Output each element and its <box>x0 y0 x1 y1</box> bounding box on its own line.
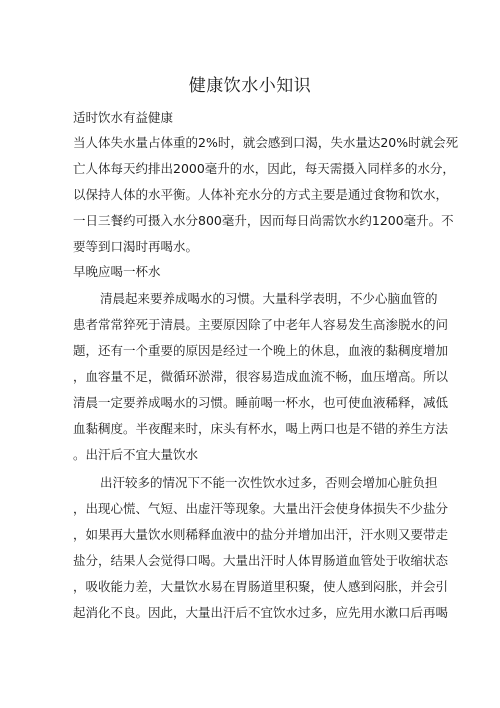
paragraph-line: 。出汗后不宜大量饮水 <box>73 447 199 462</box>
paragraph-line: 题，还有一个重要的原因是经过一个晚上的休息，血液的黏稠度增加 <box>73 343 449 358</box>
section-heading-morning-evening: 早晚应喝一杯水 <box>73 264 161 279</box>
section-heading-timely-drinking: 适时饮水有益健康 <box>73 110 174 125</box>
paragraph-line: 起消化不良。因此，大量出汗后不宜饮水过多，应先用水漱口后再喝 <box>73 605 449 620</box>
paragraph-line: 一日三餐约可摄入水分800毫升，因而每日尚需饮水约1200毫升。不 <box>73 213 454 228</box>
paragraph-line: 当人体失水量占体重的2%时，就会感到口渴，失水量达20%时就会死 <box>73 135 459 150</box>
paragraph-line: 患者常常猝死于清晨。主要原因除了中老年人容易发生高渗脱水的问 <box>73 317 449 332</box>
document-title: 健康饮水小知识 <box>188 76 312 96</box>
paragraph-line: 清晨起来要养成喝水的习惯。大量科学表明，不少心脑血管的 <box>100 291 438 306</box>
paragraph-line: 出汗较多的情况下不能一次性饮水过多，否则会增加心脏负担 <box>100 475 438 490</box>
paragraph-line: ，出现心慌、气短、出虚汗等现象。大量出汗会使身体损失不少盐分 <box>73 501 449 516</box>
paragraph-line: 亡人体每天约排出2000毫升的水，因此，每天需摄入同样多的水分， <box>73 161 455 176</box>
paragraph-line: ，血容量不足，微循环淤滞，很容易造成血流不畅，血压增高。所以 <box>73 369 449 384</box>
paragraph-line: 要等到口渴时再喝水。 <box>73 239 199 254</box>
paragraph-line: 血黏稠度。半夜醒来时，床头有杯水，喝上两口也是不错的养生方法 <box>73 421 449 436</box>
paragraph-line: 以保持人体的水平衡。人体补充水分的方式主要是通过食物和饮水， <box>73 187 449 202</box>
paragraph-line: 清晨一定要养成喝水的习惯。睡前喝一杯水，也可使血液稀释，减低 <box>73 395 449 410</box>
paragraph-line: ，吸收能力差，大量饮水易在胃肠道里积聚，使人感到闷胀，并会引 <box>73 579 449 594</box>
paragraph-line: ，如果再大量饮水则稀释血液中的盐分并增加出汗，汗水则又要带走 <box>73 527 449 542</box>
paragraph-line: 盐分，结果人会觉得口喝。大量出汗时人体胃肠道血管处于收缩状态 <box>73 553 449 568</box>
